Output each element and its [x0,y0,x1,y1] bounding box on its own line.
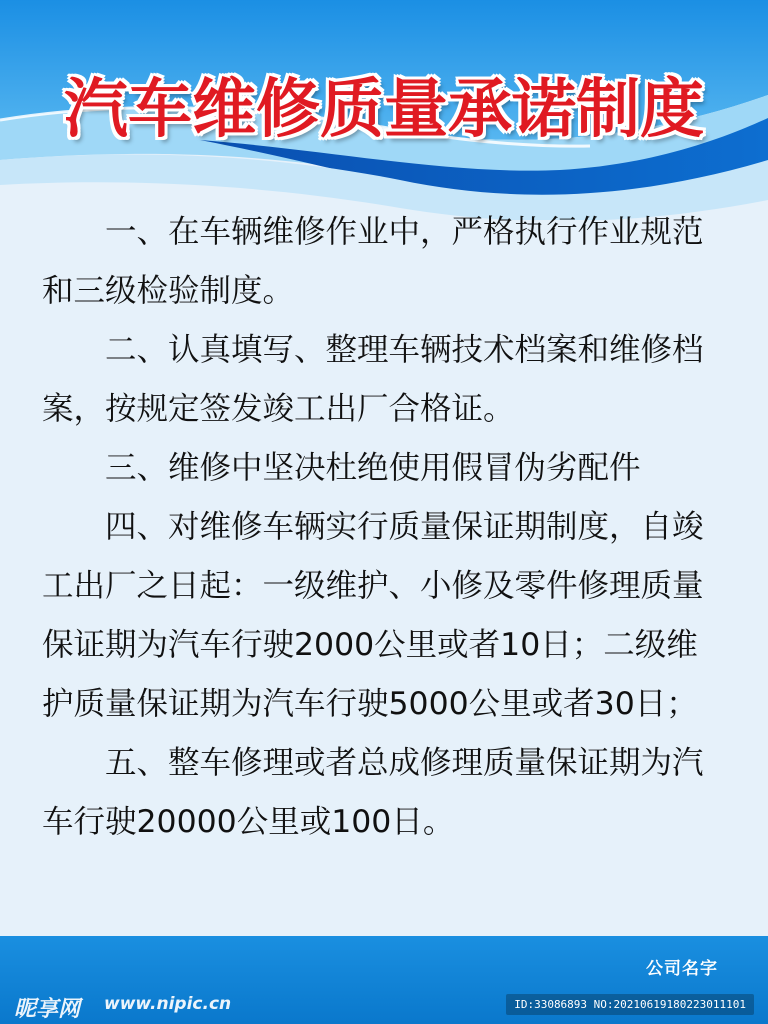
company-name: 公司名字 [646,959,718,979]
paragraph-1: 一、在车辆维修作业中，严格执行作业规范和三级检验制度。 [42,214,704,309]
commitment-content [42,203,726,852]
page-title: 汽车维修质量承诺制度 [64,73,704,147]
watermark-id: ID:33086893 NO:20210619180223011101 [506,994,754,1015]
watermark-logo: 昵享网 [14,997,81,1022]
paragraph-5: 五、整车修理或者总成修理质量保证期为汽车行驶20000公里或100日。 [42,745,704,840]
paragraph-2: 二、认真填写、整理车辆技术档案和维修档案，按规定签发竣工出厂合格证。 [42,332,704,427]
header-banner [0,0,768,220]
paragraph-3: 三、维修中坚决杜绝使用假冒伪劣配件 [105,450,641,486]
footer-bar [0,936,768,1024]
watermark-site: www.nipic.cn [104,994,232,1014]
paragraph-4: 四、对维修车辆实行质量保证期制度，自竣工出厂之日起：一级维护、小修及零件修理质量保证期为汽车行驶2000公里或者10日；二级维护质量保证期为汽车行驶5000公里或者30日； [42,509,704,722]
